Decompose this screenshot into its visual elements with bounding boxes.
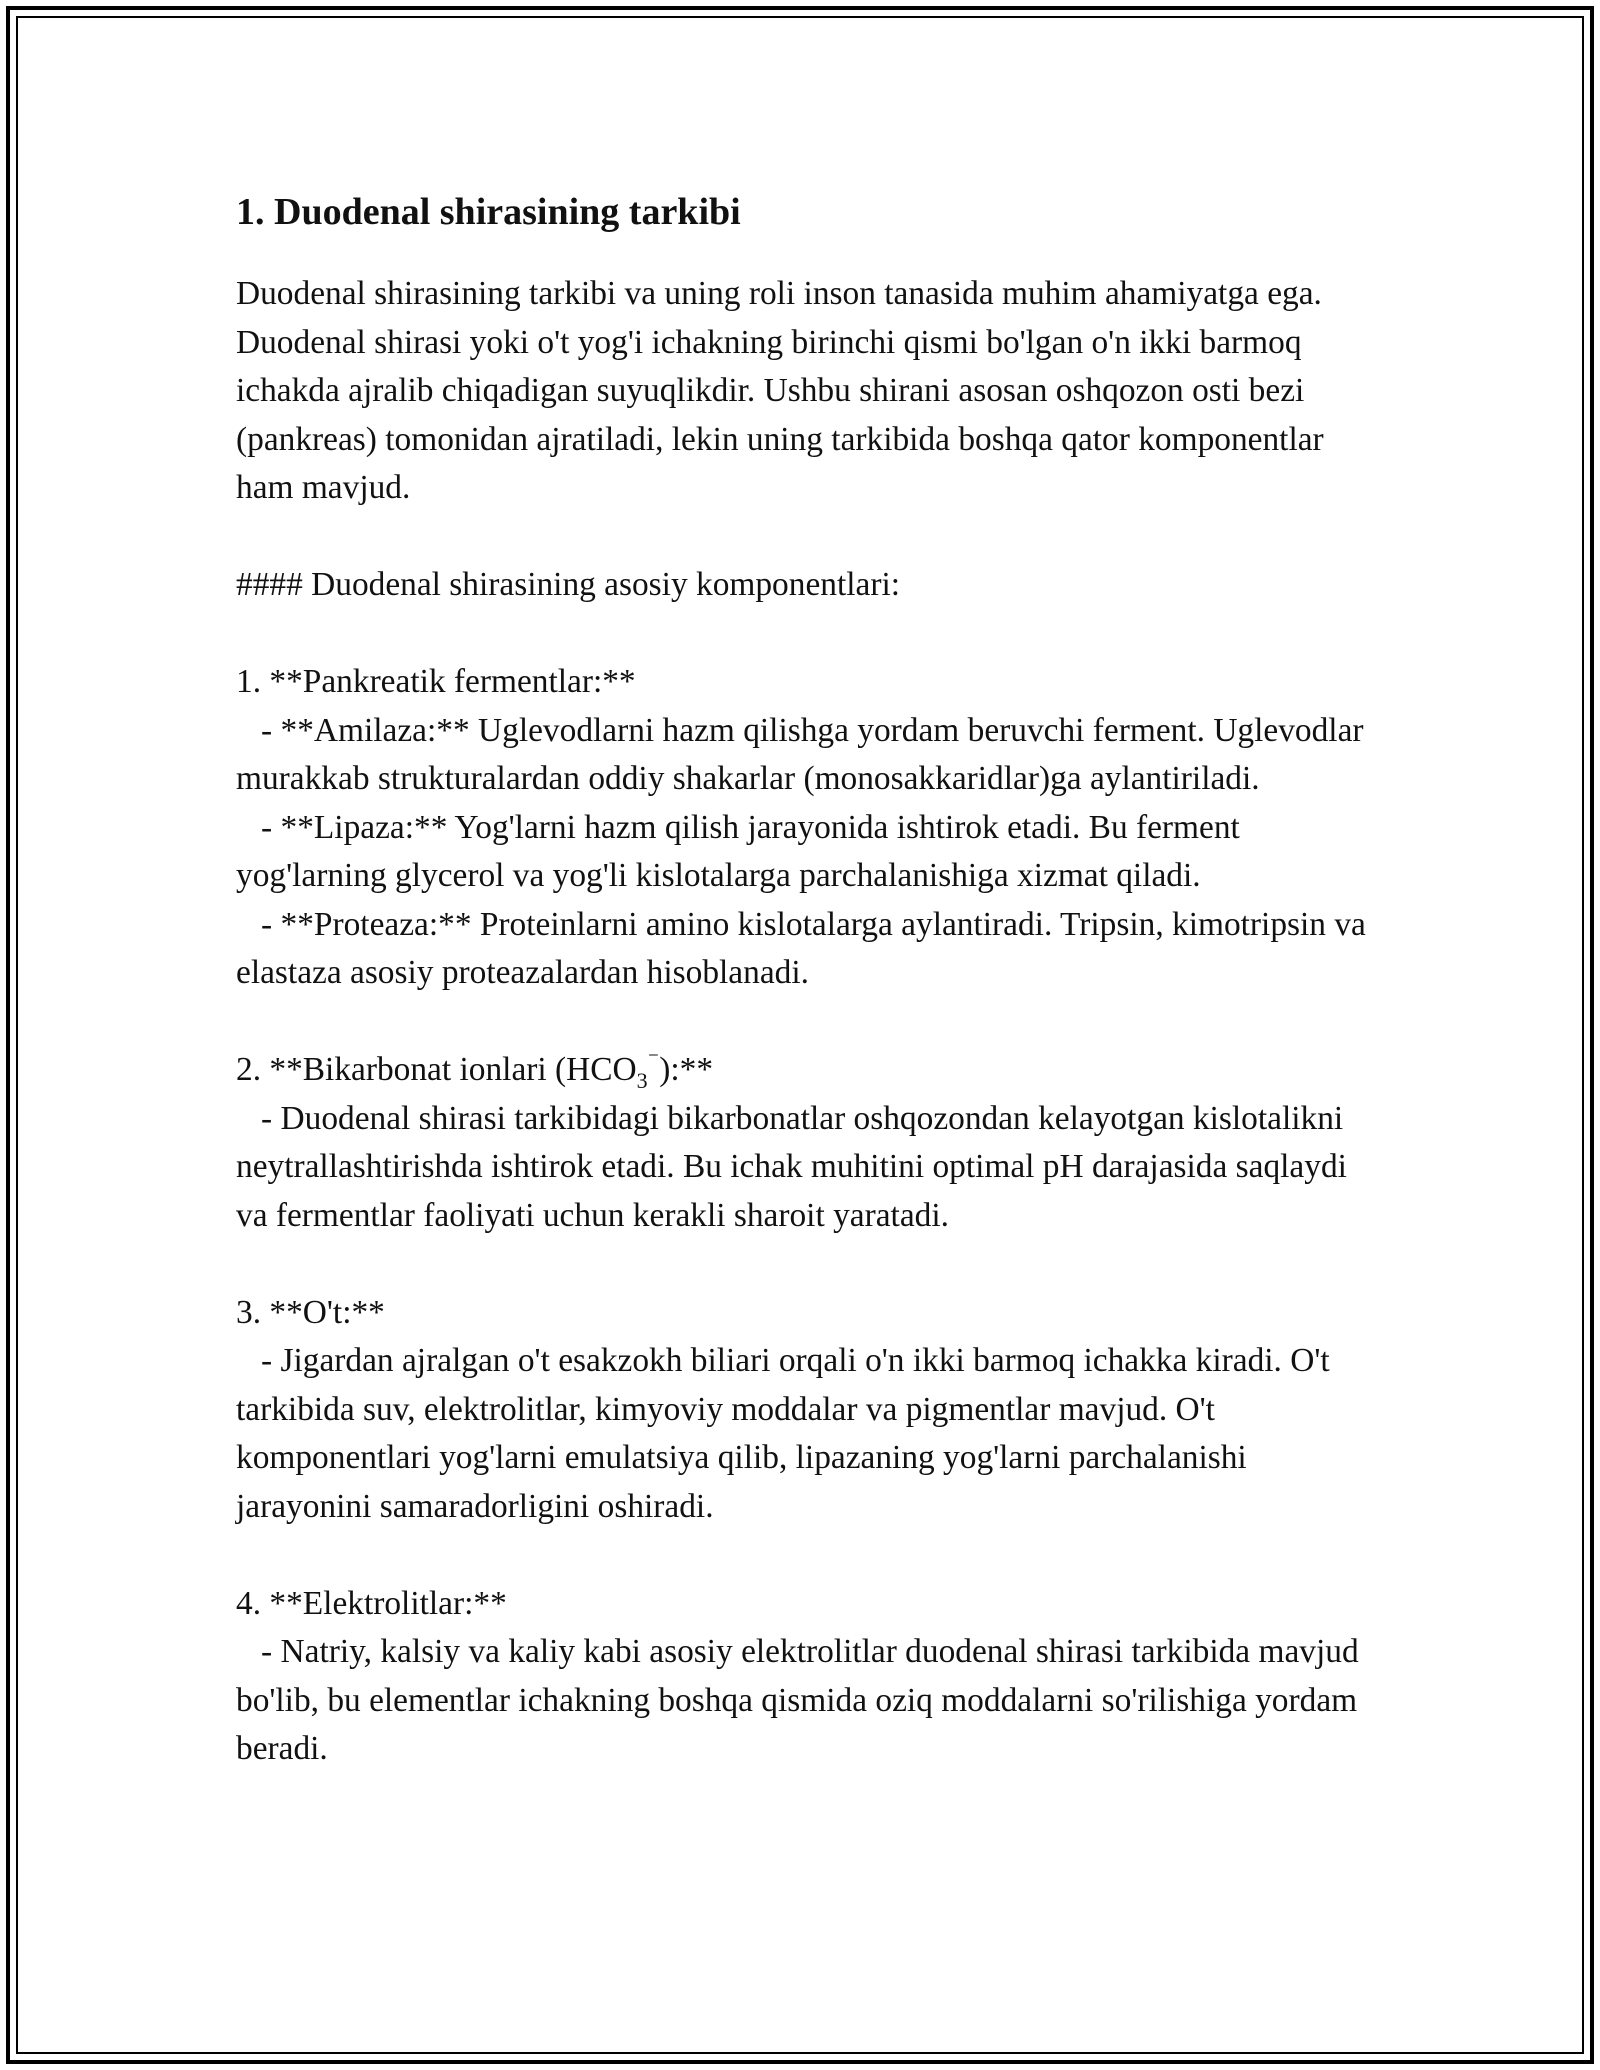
item1-heading: 1. **Pankreatik fermentlar:** xyxy=(236,663,636,700)
item4-text: - Natriy, kalsiy va kaliy kabi asosiy elektrolitlar duodenal shirasi tarkibida mavjud bo'lib, bu elementlar ichakning boshqa qismida oziq moddalarni so'rilishiga yordam beradi. xyxy=(236,1633,1367,1767)
section-heading: #### Duodenal shirasining asosiy komponentlari: xyxy=(236,566,901,603)
intro-paragraph: Duodenal shirasining tarkibi va uning roli inson tanasida muhim ahamiyatga ega. Duodenal shirasi yoki o't yog'i ichakning birinchi qismi bo'lgan o'n ikki barmoq ichakda ajralib chiqadigan suyuqlikdir. Ushbu shirani asosan oshqozon osti bezi (pankreas) tomonidan ajratiladi, lekin uning tarkibida boshqa qator komponentlar ham mavjud. xyxy=(236,275,1333,506)
item1-proteaza: - **Proteaza:** Proteinlarni amino kislotalarga aylantiradi. Tripsin, kimotripsin va elastaza asosiy proteazalardan hisoblanadi. xyxy=(236,905,1375,991)
spacer xyxy=(236,1531,1366,1580)
item2-heading-suffix: ):** xyxy=(659,1051,714,1088)
spacer xyxy=(236,998,1366,1047)
item4-heading: 4. **Elektrolitlar:** xyxy=(236,1584,507,1622)
item2-text: - Duodenal shirasi tarkibidagi bikarbonatlar oshqozondan kelayotgan kislotalikni neytrallashtirishda ishtirok etadi. Bu ichak muhitini optimal pH darajasida saqlaydi va fermentlar faoliyati uchun kerakli sharoit yaratadi. xyxy=(236,1099,1356,1234)
document-body xyxy=(236,186,1375,1774)
item3-heading: 3. **O't:** xyxy=(236,1293,385,1331)
item2-heading-prefix: 2. **Bikarbonat ionlari (HCO xyxy=(236,1051,637,1088)
spacer xyxy=(236,610,1366,659)
item1-lipaza: - **Lipaza:** Yog'larni hazm qilish jarayonida ishtirok etadi. Bu ferment yog'larning glycerol va yog'li kislotalarga parchalanishiga xizmat qiladi. xyxy=(236,808,1249,894)
item2-heading-subscript: 3 xyxy=(636,1068,648,1093)
item3-text: - Jigardan ajralgan o't esakzokh biliari orqali o'n ikki barmoq ichakka kiradi. O't tarkibida suv, elektrolitlar, kimyoviy moddalar va pigmentlar mavjud. O't komponentlari yog'larni emulatsiya qilib, lipazaning yog'larni parchalanishi jarayonini samaradorligini oshiradi. xyxy=(236,1342,1339,1525)
item2-heading xyxy=(236,1046,1366,1095)
page-title: 1. Duodenal shirasining tarkibi xyxy=(236,191,741,233)
item1-amilaza: - **Amilaza:** Uglevodlarni hazm qilishga yordam beruvchi ferment. Uglevodlar murakkab strukturalardan oddiy shakarlar (monosakkaridlar)ga aylantiriladi. xyxy=(236,711,1372,797)
spacer xyxy=(236,513,1366,562)
spacer xyxy=(236,1240,1366,1289)
item2-heading-superscript: ⁻ xyxy=(647,1046,660,1071)
